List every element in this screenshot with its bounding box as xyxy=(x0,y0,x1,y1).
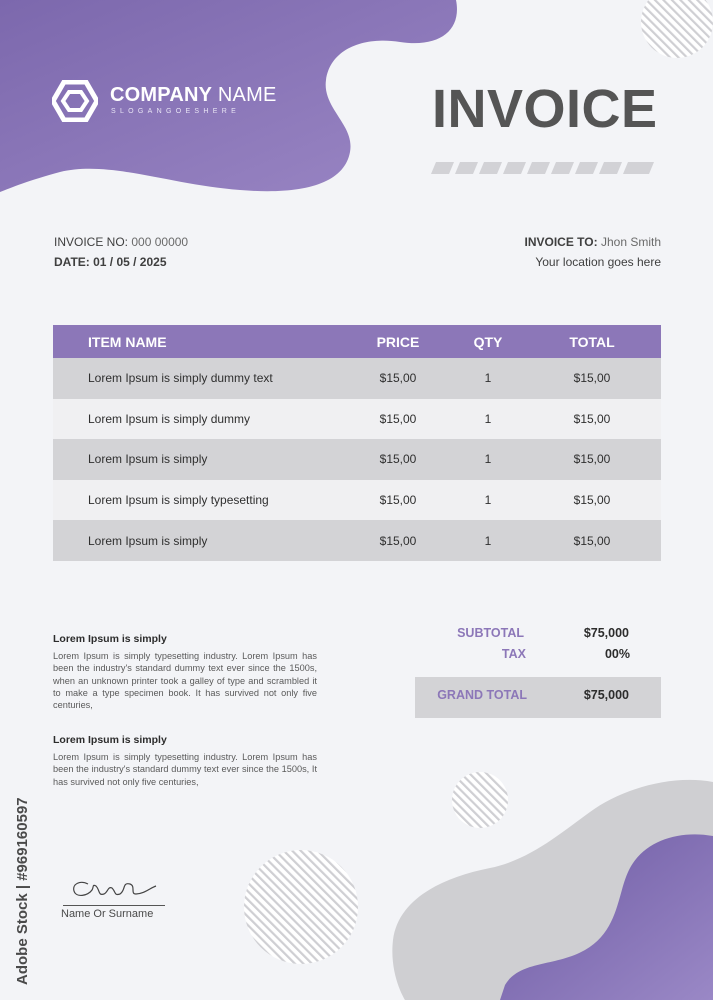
stock-id-watermark: Adobe Stock | #969160597 xyxy=(14,797,31,985)
table-row xyxy=(53,520,661,561)
item-total: $15,00 xyxy=(523,399,661,440)
title-stripes xyxy=(431,162,654,174)
subtotal-value: $75,000 xyxy=(583,626,629,640)
note-body: Lorem Ipsum is simply typesetting industry. Lorem Ipsum has been the industry's standard dummy text ever since the 1500s, It has survived not only five centuries, xyxy=(53,752,317,787)
invoice-date: DATE: 01 / 05 / 2025 xyxy=(54,255,167,269)
grand-total-value: $75,000 xyxy=(583,688,629,702)
note-title: Lorem Ipsum is simply xyxy=(53,734,167,746)
header-price: PRICE xyxy=(343,325,453,358)
invoice-number: INVOICE NO: 000 00000 xyxy=(54,235,189,249)
item-name: Lorem Ipsum is simply dummy text xyxy=(53,358,343,399)
items-table xyxy=(53,325,661,561)
client-location: Your location goes here xyxy=(535,255,661,269)
item-qty: 1 xyxy=(453,520,523,561)
item-name: Lorem Ipsum is simply xyxy=(53,520,343,561)
signature-scribble xyxy=(74,882,156,895)
item-total: $15,00 xyxy=(523,439,661,480)
item-total: $15,00 xyxy=(523,480,661,521)
item-name: Lorem Ipsum is simply dummy xyxy=(53,399,343,440)
signature-name: Name Or Surname xyxy=(61,908,154,920)
large-hatched-circle xyxy=(244,850,358,964)
invoice-title: INVOICE xyxy=(432,79,658,139)
item-qty: 1 xyxy=(453,439,523,480)
item-price: $15,00 xyxy=(343,520,453,561)
item-price: $15,00 xyxy=(343,439,453,480)
grand-total-label: GRAND TOTAL xyxy=(437,688,527,702)
tax-label: TAX xyxy=(501,647,526,661)
item-qty: 1 xyxy=(453,399,523,440)
item-price: $15,00 xyxy=(343,480,453,521)
header-total: TOTAL xyxy=(523,325,661,358)
small-hatched-circle xyxy=(452,772,508,828)
table-row xyxy=(53,480,661,521)
signature-line xyxy=(63,905,165,906)
company-slogan: SLOGANGOESHERE xyxy=(111,108,241,115)
item-price: $15,00 xyxy=(343,358,453,399)
item-name: Lorem Ipsum is simply typesetting xyxy=(53,480,343,521)
hexagon-logo-icon xyxy=(52,80,98,122)
subtotal-label: SUBTOTAL xyxy=(457,626,524,640)
table-header-row xyxy=(53,325,661,358)
item-total: $15,00 xyxy=(523,520,661,561)
item-qty: 1 xyxy=(453,480,523,521)
item-price: $15,00 xyxy=(343,399,453,440)
item-name: Lorem Ipsum is simply xyxy=(53,439,343,480)
header-qty: QTY xyxy=(453,325,523,358)
item-qty: 1 xyxy=(453,358,523,399)
item-total: $15,00 xyxy=(523,358,661,399)
note-title: Lorem Ipsum is simply xyxy=(53,633,167,645)
header-item-name: ITEM NAME xyxy=(53,325,343,358)
invoice-to: INVOICE TO: Jhon Smith xyxy=(524,235,661,249)
note-body: Lorem Ipsum is simply typesetting industry. Lorem Ipsum has been the industry's standard dummy text ever since the 1500s, when an unknown printer took a galley of type and scrambled it to make a type specimen book. It has survived not only five centuries, xyxy=(53,651,317,711)
table-row xyxy=(53,358,661,399)
top-right-hatched-circle xyxy=(641,0,713,58)
tax-value: 00% xyxy=(604,647,630,661)
table-row xyxy=(53,439,661,480)
company-name: COMPANY NAME xyxy=(110,84,277,106)
table-row xyxy=(53,399,661,440)
